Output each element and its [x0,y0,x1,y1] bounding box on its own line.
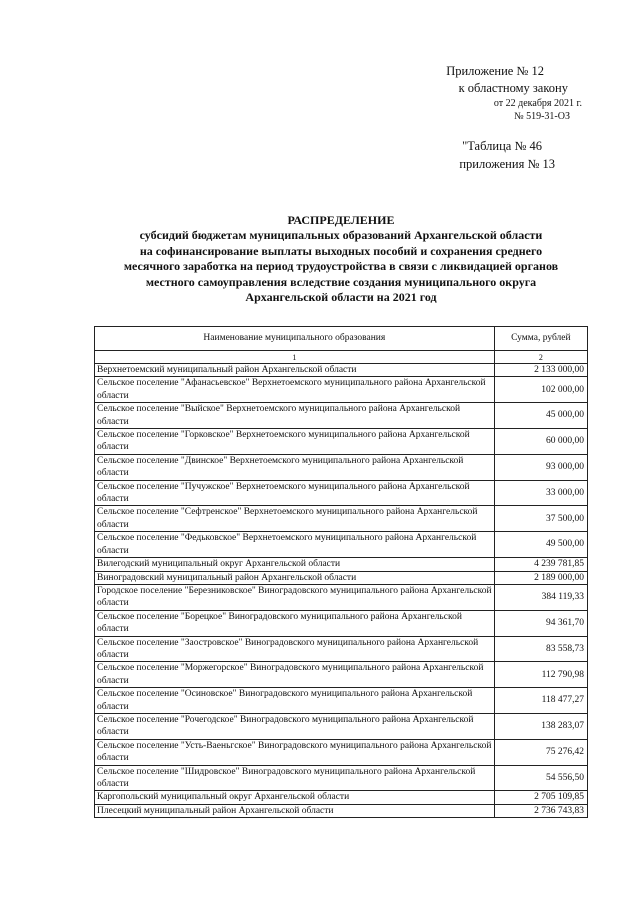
table-row [95,506,588,532]
heading-title: РАСПРЕДЕЛЕНИЕ [287,213,395,227]
table-row [95,765,588,791]
subsidy-amount: 2 189 000,00 [494,571,587,584]
municipality-name: Вилегодский муниципальный округ Архангельской области [95,558,495,571]
municipality-name: Сельское поселение "Федьковское" Верхнетоемского муниципального района Архангельской области [95,532,495,558]
column-number: 1 [95,351,495,364]
subsidy-amount: 102 000,00 [494,377,587,403]
municipality-name: Сельское поселение "Двинское" Верхнетоемского муниципального района Архангельской области [95,454,495,480]
document-heading [96,213,586,305]
municipality-name: Сельское поселение "Усть-Ваеньгское" Виноградовского муниципального района Архангельской области [95,739,495,765]
table-row [95,364,588,377]
municipality-name: Плесецкий муниципальный район Архангельской области [95,804,495,817]
municipality-name: Городское поселение "Березниковское" Виноградовского муниципального района Архангельской области [95,584,495,610]
municipality-name: Сельское поселение "Горковское" Верхнетоемского муниципального района Архангельской области [95,429,495,455]
appendix-law-number: № 519-31-ОЗ [514,111,570,122]
table-row [95,688,588,714]
table-row [95,429,588,455]
municipality-name: Сельское поселение "Моржегорское" Виноградовского муниципального района Архангельской области [95,662,495,688]
municipality-name: Сельское поселение "Афанасьевское" Верхнетоемского муниципального района Архангельской области [95,377,495,403]
heading-line: на софинансирование выплаты выходных пособий и сохранения среднего [139,243,543,258]
subsidy-amount: 2 705 109,85 [494,791,587,804]
header-amount: Сумма, рублей [494,327,587,351]
table-row [95,662,588,688]
municipality-name: Сельское поселение "Осиновское" Виноградовского муниципального района Архангельской области [95,688,495,714]
subsidy-amount: 33 000,00 [494,480,587,506]
municipality-name: Сельское поселение "Борецкое" Виноградовского муниципального района Архангельской области [95,610,495,636]
table-row [95,804,588,817]
subsidy-amount: 45 000,00 [494,403,587,429]
appendix-number: Приложение № 12 [446,64,544,78]
table-row [95,739,588,765]
subsidy-amount: 94 361,70 [494,610,587,636]
subsidy-amount: 75 276,42 [494,739,587,765]
subsidy-amount: 384 119,33 [494,584,587,610]
municipality-name: Верхнетоемский муниципальный район Архангельской области [95,364,495,377]
municipality-name: Виноградовский муниципальный район Архангельской области [95,571,495,584]
subsidy-amount: 49 500,00 [494,532,587,558]
subsidy-amount: 54 556,50 [494,765,587,791]
table-row [95,558,588,571]
distribution-table [94,326,588,818]
table-appendix-ref: приложения № 13 [459,157,555,171]
table-row [95,713,588,739]
subsidy-amount: 2 736 743,83 [494,804,587,817]
table-row [95,454,588,480]
appendix-law-date: от 22 декабря 2021 г. [493,98,582,109]
table-row [95,403,588,429]
subsidy-amount: 118 477,27 [494,688,587,714]
table-row [95,480,588,506]
appendix-law-ref: к областному закону [458,81,568,95]
subsidy-amount: 60 000,00 [494,429,587,455]
subsidy-amount: 4 239 781,85 [494,558,587,571]
municipality-name: Сельское поселение "Пучужское" Верхнетоемского муниципального района Архангельской области [95,480,495,506]
heading-line: Архангельской области на 2021 год [245,290,437,305]
table-row [95,377,588,403]
subsidy-amount: 2 133 000,00 [494,364,587,377]
municipality-name: Сельское поселение "Рочегодское" Виноградовского муниципального района Архангельской области [95,713,495,739]
municipality-name: Сельское поселение "Шидровское" Виноградовского муниципального района Архангельской области [95,765,495,791]
table-row [95,584,588,610]
municipality-name: Сельское поселение "Заостровское" Виноградовского муниципального района Архангельской области [95,636,495,662]
table-row [95,636,588,662]
subsidy-amount: 83 558,73 [494,636,587,662]
heading-line: местного самоуправления вследствие создания муниципального округа [145,274,537,289]
table-row [95,791,588,804]
table-row [95,571,588,584]
table-number: "Таблица № 46 [462,139,542,153]
column-number: 2 [494,351,587,364]
table-header-row [95,327,588,351]
subsidy-amount: 37 500,00 [494,506,587,532]
subsidy-amount: 93 000,00 [494,454,587,480]
municipality-name: Сельское поселение "Выйское" Верхнетоемского муниципального района Архангельской области [95,403,495,429]
table-row [95,532,588,558]
column-number-row [95,351,588,364]
municipality-name: Каргопольский муниципальный округ Архангельской области [95,791,495,804]
table-row [95,610,588,636]
municipality-name: Сельское поселение "Сефтренское" Верхнетоемского муниципального района Архангельской области [95,506,495,532]
subsidy-amount: 138 283,07 [494,713,587,739]
heading-line: субсидий бюджетам муниципальных образований Архангельской области [139,228,543,243]
header-municipality: Наименование муниципального образования [95,327,495,351]
table-body [95,364,588,818]
heading-line: месячного заработка на период трудоустройства в связи с ликвидацией органов [123,259,559,274]
subsidy-amount: 112 790,98 [494,662,587,688]
